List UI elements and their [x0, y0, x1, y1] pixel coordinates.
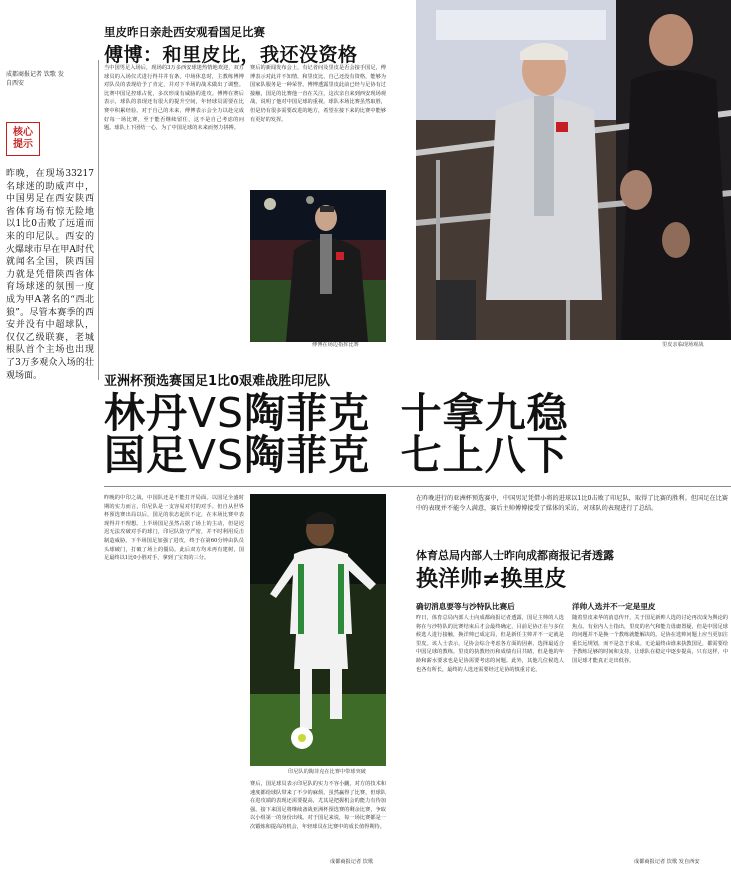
story3-subhead-2: 洋帅人选并不一定是里皮 [572, 602, 656, 611]
headline2-row2-vs: VS [188, 431, 245, 479]
story3-column-1: 昨日，体育总局内部人士向成都商报记者透露，国足主帅的人选将在与沙特队的比赛结束后才会最终确定，目前足协正在与多位候选人进行接触，换洋帅已成定局，但是新任主帅并不一定就是里皮。该人士表示，足协会综合考虑各方面的因素，选择最适合中国足球的教练。里皮的执教经历和成绩有目共睹，但是他的年龄和薪水要求也是足协需要考虑的问题。此外，其他几位候选人也各有所长，最终的人选还需要经过足协的慎重讨论。 [416, 615, 564, 673]
core-note-text: 昨晚，在现场33217名球迷的助威声中，中国男足在西安陕西省体育场有惊无险地以1比0击败了远道而来的印尼队。西安的火爆球市早在甲A时代就闻名全国，陕西国力就是凭借陕西省体育场球迷的氛围一度成为甲A著名的“西北狼”。尽管本赛季的西安并没有中超球队，仅仅乙级联赛，老城根队首个主场也出现了3万多观众入场的壮观场面。 [6, 169, 94, 381]
story3-signoff: 成都商报记者 饮歌 发自西安 [634, 859, 700, 865]
story1-column-2: 赛后的新闻发布会上，有记者问及里皮是否会接手国足，傅博表示对此并不知情，和里皮比，自己还没有资格，能够为国家队服务是一种荣誉。傅博透露里皮此前已经与足协有过接触，国足的比赛他一直在关注，这次亲自来到西安现场观战，说明了他对中国足球的重视。球队本场比赛虽然取胜，但是仍有很多需要改进的地方，希望在接下来的比赛中能够有更好的发挥。 [250, 65, 386, 123]
lippi-photo-caption: 里皮亲临现场观战 [662, 342, 704, 348]
headline2-row1 [104, 390, 569, 436]
coach-photo [250, 190, 386, 342]
story3-kicker: 体育总局内部人士昨向成都商报记者透露 [416, 549, 614, 562]
lippi-photo [416, 0, 731, 340]
headline2-row2-left: 国足 [104, 431, 188, 479]
story1-title: 傅博：和里皮比，我还没资格 [104, 44, 358, 66]
headline2-row2-tail: 七上八下 [400, 431, 569, 479]
story2-signoff: 成都商报记者 饮歌 [330, 859, 374, 865]
byline: 成都商报记者 饮歌 发自西安 [6, 71, 64, 87]
player-photo [250, 494, 386, 766]
headline2-row1-tail: 十拿九稳 [400, 389, 569, 437]
story1-kicker: 里皮昨日亲赴西安观看国足比赛 [104, 25, 265, 39]
headline2-row2 [104, 432, 569, 478]
headline2-row1-right: 陶菲克 [244, 389, 371, 437]
story2-column-2: 赛后，国足球员表示印尼队的实力不容小觑，对方的技术和速度都给球队带来了不少的麻烦。虽然赢得了比赛，但球队在进攻端的表现还需要提高，尤其是把握机会的能力有待加强。接下来国足将继续备战亚洲杯预选赛的剩余比赛，争取以小组第一的身份出线。对于国足来说，每一场比赛都是一次锻炼和提高的机会，年轻球员在比赛中的成长值得期待。 [250, 781, 386, 830]
story3-title: 换洋帅≠换里皮 [416, 567, 567, 592]
section-divider [104, 486, 731, 487]
story3-subhead-1: 确切消息要等与沙特队比赛后 [416, 602, 515, 611]
headline2-row1-left: 林丹 [104, 389, 188, 437]
core-note-badge [6, 122, 40, 156]
story2-column-1: 昨晚的中印之战，中国队还是不能打开局面。以国足全盛时期的实力而言，印尼队是一支容易对付的对手。但自从世界杯预选赛出局以后，国足的状态起伏不定，在本场比赛中表现得并不理想。上半场国足虽然占据了场上的主动，但是迟迟无法攻破对手的球门，印尼队防守严密，并不时利用反击制造威胁。下半场国足加强了进攻，终于在第60分钟由队员头球破门，打破了场上的僵局。此后双方均未再有建树，国足最终以1比0小胜对手，拿到了宝贵的三分。 [104, 495, 244, 562]
story2-lead: 在昨晚进行的亚洲杯预选赛中，中国男足凭借小将的进球以1比0击败了印尼队，取得了比赛的胜利。但国足在比赛中的表现并不能令人满意，赛后主帅傅博接受了媒体的采访，对球队的表现进行了总结。 [416, 495, 728, 512]
headline2-row1-vs: VS [188, 389, 245, 437]
headline2-kicker: 亚洲杯预选赛国足1比0艰难战胜印尼队 [104, 374, 331, 389]
note-label-line2: 提示 [13, 139, 33, 150]
coach-photo-caption: 傅博在场边指挥比赛 [312, 342, 359, 348]
column-divider [98, 60, 99, 380]
story1-column-1: 当中国男足入场后，现场的3万多西安球迷热情地欢迎，双方球员的入场仪式进行得井井有条。中场休息时，主教练傅博对队员的表现给予了肯定，并对下半场的战术做出了调整。比赛中国足控球占优，多次形成有威胁的进攻。傅博在赛后表示，球队的表现还有很大的提升空间，年轻球员需要在比赛中积累经验。对于自己的未来，傅博表示会全力以赴完成好每一场比赛，至于能否继续留任，这不是自己考虑的问题。球队上下团结一心，为了中国足球的未来而努力拼搏。 [104, 65, 244, 132]
player-photo-caption: 印尼队的陶菲克在比赛中带球突破 [288, 769, 366, 775]
note-label-line1: 核心 [13, 127, 33, 138]
story3-column-2: 随着里皮来华的消息传开，关于国足新帅人选的讨论再次成为舆论的焦点。有业内人士指出，里皮的名气和能力毋庸置疑，但是中国足球的问题并不是换一个教练就能解决的。足协在选帅问题上应当更加注重长远规划，而不是急于求成。无论最终由谁来执教国足，都需要给予教练足够的时间和支持，让球队在稳定中逐步提高，只有这样，中国足球才能真正走出低谷。 [572, 615, 728, 664]
headline2-row2-right: 陶菲克 [244, 431, 371, 479]
